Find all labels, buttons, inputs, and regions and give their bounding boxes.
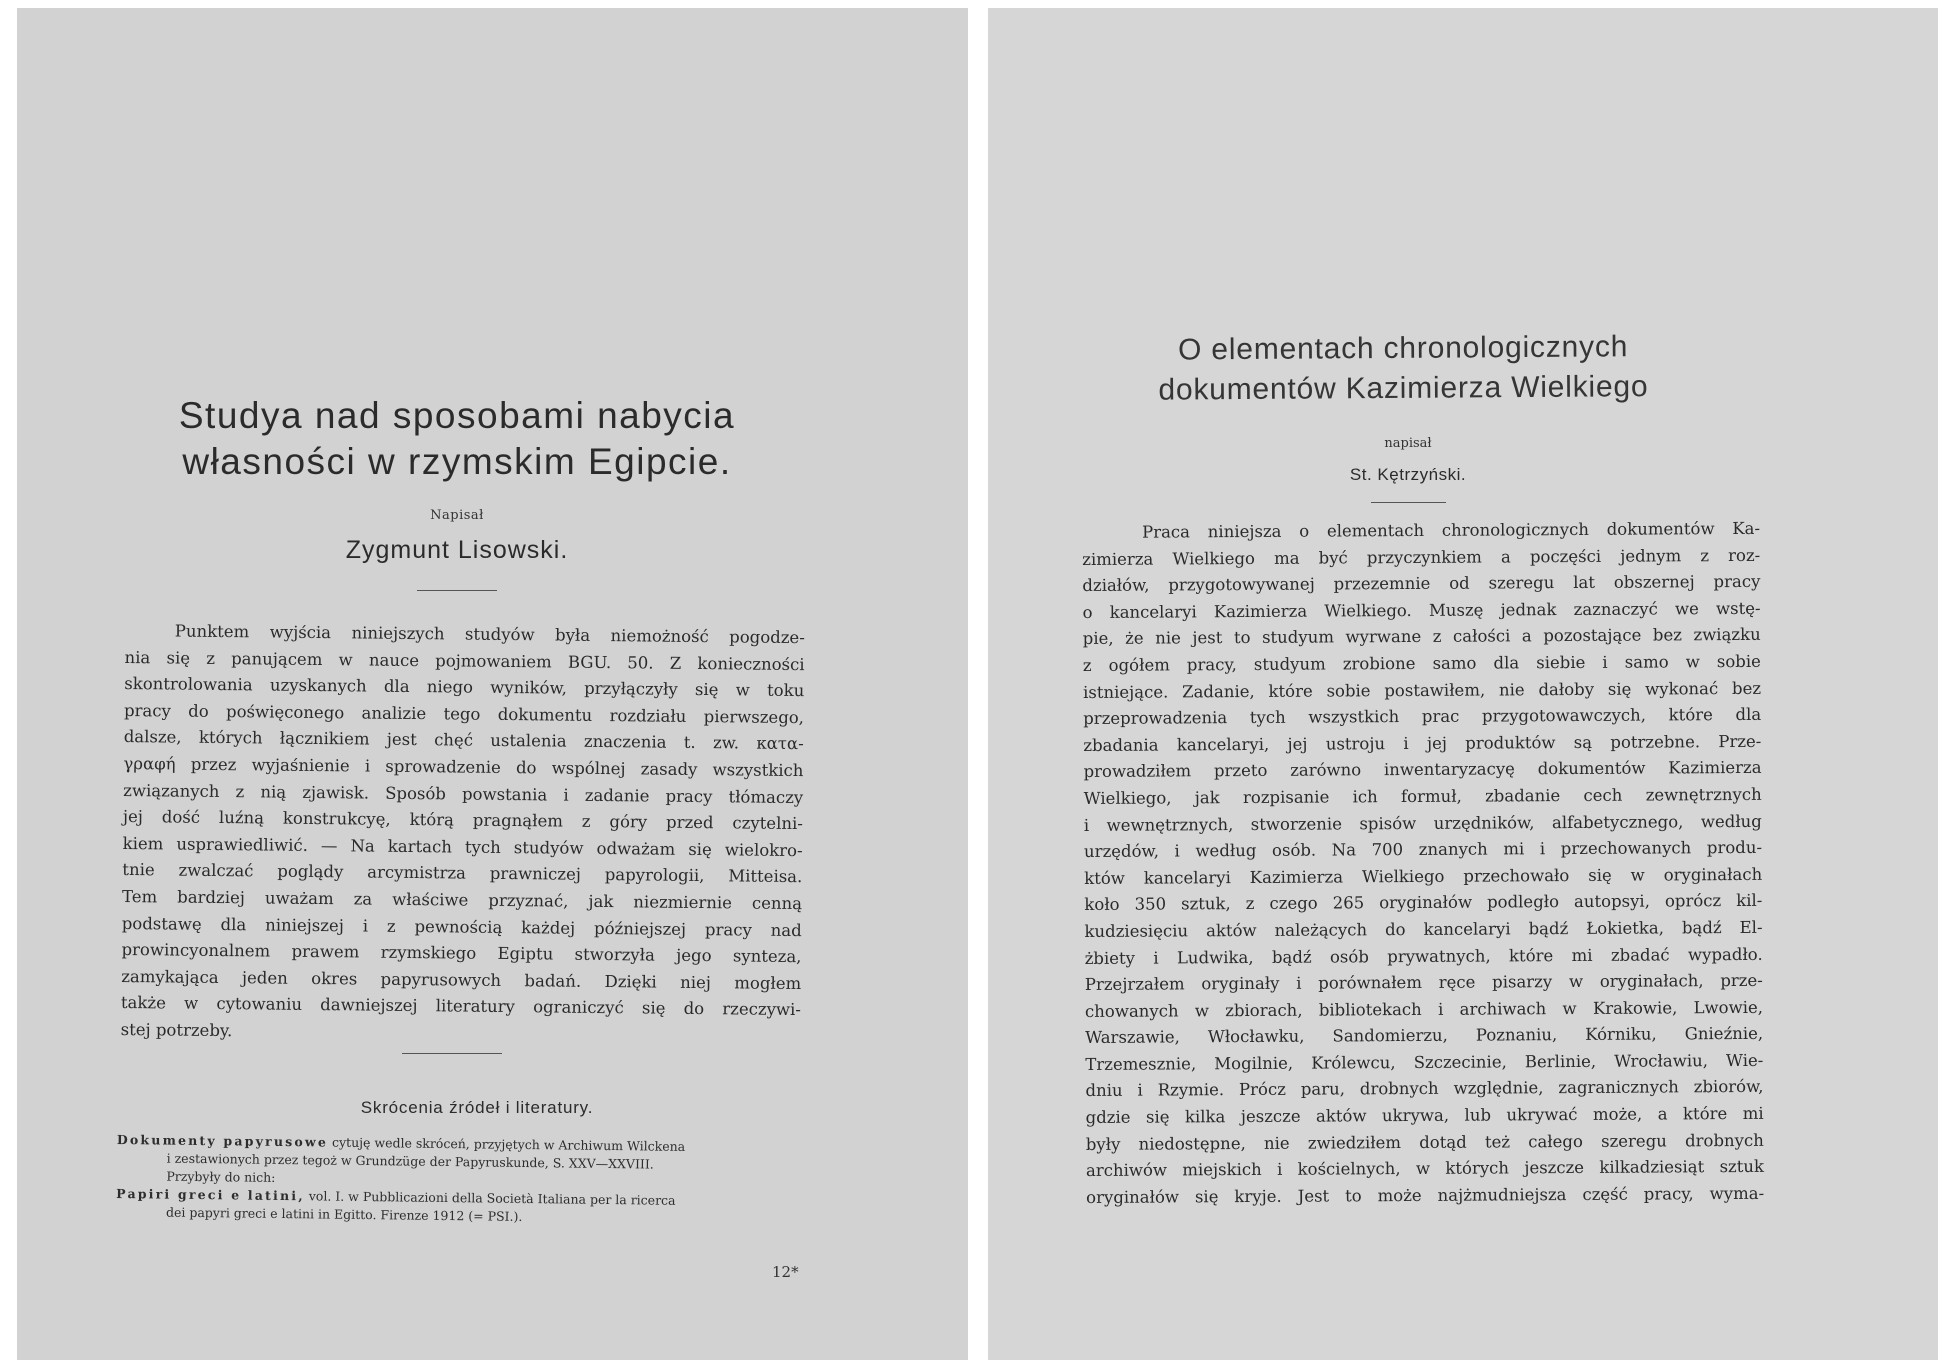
- body-line: Tem bardziej uważam za właściwe przyznać, jak niezmiernie cenną: [121, 886, 803, 914]
- body-line: prowincyonalnem prawem rzymskiego Egiptu stworzyła jego synteza,: [121, 940, 802, 967]
- body-line: podstawę dla niniejszej i z pewnością każdej późniejszej pracy nad: [121, 913, 802, 940]
- body-line: archiwów miejskich i kościelnych, w których jeszcze kilkadziesiąt sztuk: [1085, 1157, 1765, 1181]
- body-line: Przejrzałem oryginały i porównałem ręce pisarzy w oryginałach, prze-: [1084, 970, 1763, 995]
- body-line: i wewnętrznych, stworzenie spisów urzędników, alfabetycznego, według: [1083, 811, 1762, 835]
- right-body-text: [1082, 516, 1764, 1212]
- body-line: γραφή przez wyjaśnienie i sprowadzenie do wspólnej zasady wszystkich: [123, 753, 804, 781]
- body-line: Praca niniejsza o elementach chronologicznych dokumentów Ka-: [1142, 518, 1761, 542]
- body-line: nia się z panującem w nauce pojmowaniem BGU. 50. Z konieczności: [124, 647, 805, 674]
- body-line: Punktem wyjścia niniejszych studyów była niemożność pogodze-: [174, 621, 805, 648]
- body-line: Trzemesznie, Mogilnie, Królewcu, Szczecinie, Berlinie, Wrocławiu, Wie-: [1085, 1050, 1764, 1074]
- body-line: dalsze, których łącznikiem jest chęć ustalenia znaczenia t. zw. κατα-: [123, 727, 804, 754]
- left-body-text: [121, 618, 805, 1051]
- left-abbreviations-list: [116, 1131, 807, 1229]
- refs-term: Dokumenty papyrusowe: [116, 1131, 329, 1150]
- right-divider: [1371, 502, 1446, 503]
- body-line: działów, przygotowywanej przezemnie od szeregu lat obszernej pracy: [1082, 572, 1761, 596]
- body-line: były niedostępne, nie zwiedziłem dotąd też całego szeregu drobnych: [1085, 1130, 1764, 1154]
- body-line: istniejące. Zadanie, które sobie postawiłem, nie dałoby się wykonać bez: [1082, 678, 1762, 702]
- body-line: koło 350 sztuk, z czego 265 oryginałów podległo autopsyi, oprócz kil-: [1084, 891, 1763, 915]
- body-line: o kancelaryi Kazimierza Wielkiego. Muszę jednak zaznaczyć we wstę-: [1082, 598, 1761, 622]
- refs-line: dei papyri greci e latini in Egitto. Firenze 1912 (= PSI.).: [165, 1204, 523, 1224]
- body-line: zamykająca jeden okres papyrusowych badań. Dzięki niej mogłem: [121, 966, 802, 993]
- right-title-line-1: O elementach chronologicznych: [1177, 330, 1629, 367]
- body-line: któw kancelaryi Kazimierza Wielkiego przechowało się w oryginałach: [1084, 864, 1763, 888]
- body-line: chowanych w zbiorach, bibliotekach i archiwach w Krakowie, Lwowie,: [1084, 997, 1764, 1021]
- body-line: jej dość luźną konstrukcyę, którą pragnąłem z góry przed czytelni-: [122, 807, 803, 834]
- refs-line: i zestawionych przez tegoż w Grundzüge der Papyruskunde, S. XXV—XXVIII.: [166, 1150, 654, 1172]
- body-line: przeprowadzenia tych wszystkich prac przygotowawczych, które dla: [1083, 705, 1762, 729]
- body-line: kiem usprawiedliwić. — Na kartach tych studyów odważam się wielokro-: [122, 833, 803, 860]
- body-line: żbiety i Ludwika, bądź osób prywatnych, które mi zbadać wypadło.: [1084, 944, 1763, 968]
- left-page: [17, 8, 968, 1360]
- left-page-number: 12*: [772, 1263, 799, 1281]
- body-line: skontrolowania uzyskanych dla niego wyników, przyłączyły się w toku: [124, 674, 805, 701]
- body-line: związanych z nią zjawisk. Sposób powstania i zadanie pracy tłómaczy: [123, 780, 804, 807]
- body-line: prowadziłem przeto zarówno inwentaryzacyę dokumentów Kazimierza: [1083, 758, 1762, 782]
- body-line: także w cytowaniu dawniejszej literatury ograniczyć się do rzeczywi-: [120, 993, 802, 1020]
- body-line: kudziesięciu aktów należących do kancelaryi bądź Łokietka, bądź El-: [1084, 917, 1763, 941]
- right-byline-label: napisał: [1384, 436, 1432, 451]
- body-line: Warszawie, Włocławku, Sandomierzu, Poznaniu, Kórniku, Gnieźnie,: [1085, 1024, 1764, 1048]
- left-author: Zygmunt Lisowski.: [345, 536, 569, 564]
- right-title-line-2: dokumentów Kazimierza Wielkiego: [1158, 370, 1649, 407]
- body-line: pracy do poświęconego analizie tego dokumentu rozdziału pierwszego,: [123, 700, 805, 727]
- refs-text: vol. I. w Pubblicazioni della Società Italiana per la ricerca: [304, 1188, 676, 1208]
- body-line: tnie zwalczać poglądy arcymistrza prawniczej papyrologii, Mitteisa.: [122, 860, 803, 887]
- body-line: z ogółem pracy, studyum zrobione samo dla siebie i samo w sobie: [1082, 651, 1761, 675]
- body-line: stej potrzeby.: [120, 1019, 233, 1041]
- left-section-heading: Skrócenia źródeł i literatury.: [360, 1098, 594, 1117]
- left-byline-label: Napisał: [430, 508, 484, 523]
- body-line: urzędów, i według osób. Na 700 znanych mi i przechowanych produ-: [1083, 837, 1763, 862]
- refs-term: Papiri greci e latini,: [116, 1185, 305, 1204]
- left-divider-top: [417, 590, 497, 591]
- left-divider-bottom: [402, 1053, 502, 1054]
- left-title-line-1: Studya nad sposobami nabycia: [178, 395, 736, 436]
- body-line: gdzie się kilka jeszcze aktów ukrywa, lub ukrywać może, a które mi: [1085, 1103, 1764, 1128]
- right-article-title: [1098, 327, 1709, 411]
- right-author: St. Kętrzyński.: [1349, 465, 1467, 484]
- body-line: zbadania kancelaryi, jej ustroju i jej produktów są potrzebne. Prze-: [1083, 731, 1762, 755]
- refs-text: cytuję wedle skróceń, przyjętych w Archiwum Wilckena: [327, 1134, 686, 1154]
- body-line: Wielkiego, jak rozpisanie ich formuł, zbadanie cech zewnętrznych: [1083, 784, 1762, 808]
- left-article-title: [107, 393, 807, 485]
- refs-line: Przybyły do nich:: [166, 1168, 276, 1185]
- body-line: pie, że nie jest to studyum wyrwane z całości a pozostające bez związku: [1082, 625, 1761, 649]
- body-line: oryginałów się kryje. Jest to może najżmudniejsza część pracy, wyma-: [1086, 1183, 1765, 1207]
- right-page: [988, 8, 1938, 1360]
- body-line: dniu i Rzymie. Prócz paru, drobnych względnie, zagranicznych zbiorów,: [1085, 1077, 1764, 1101]
- body-line: zimierza Wielkiego ma być przyczynkiem a poczęści jednym z roz-: [1082, 545, 1761, 569]
- left-title-line-2: własności w rzymskim Egipcie.: [182, 441, 732, 482]
